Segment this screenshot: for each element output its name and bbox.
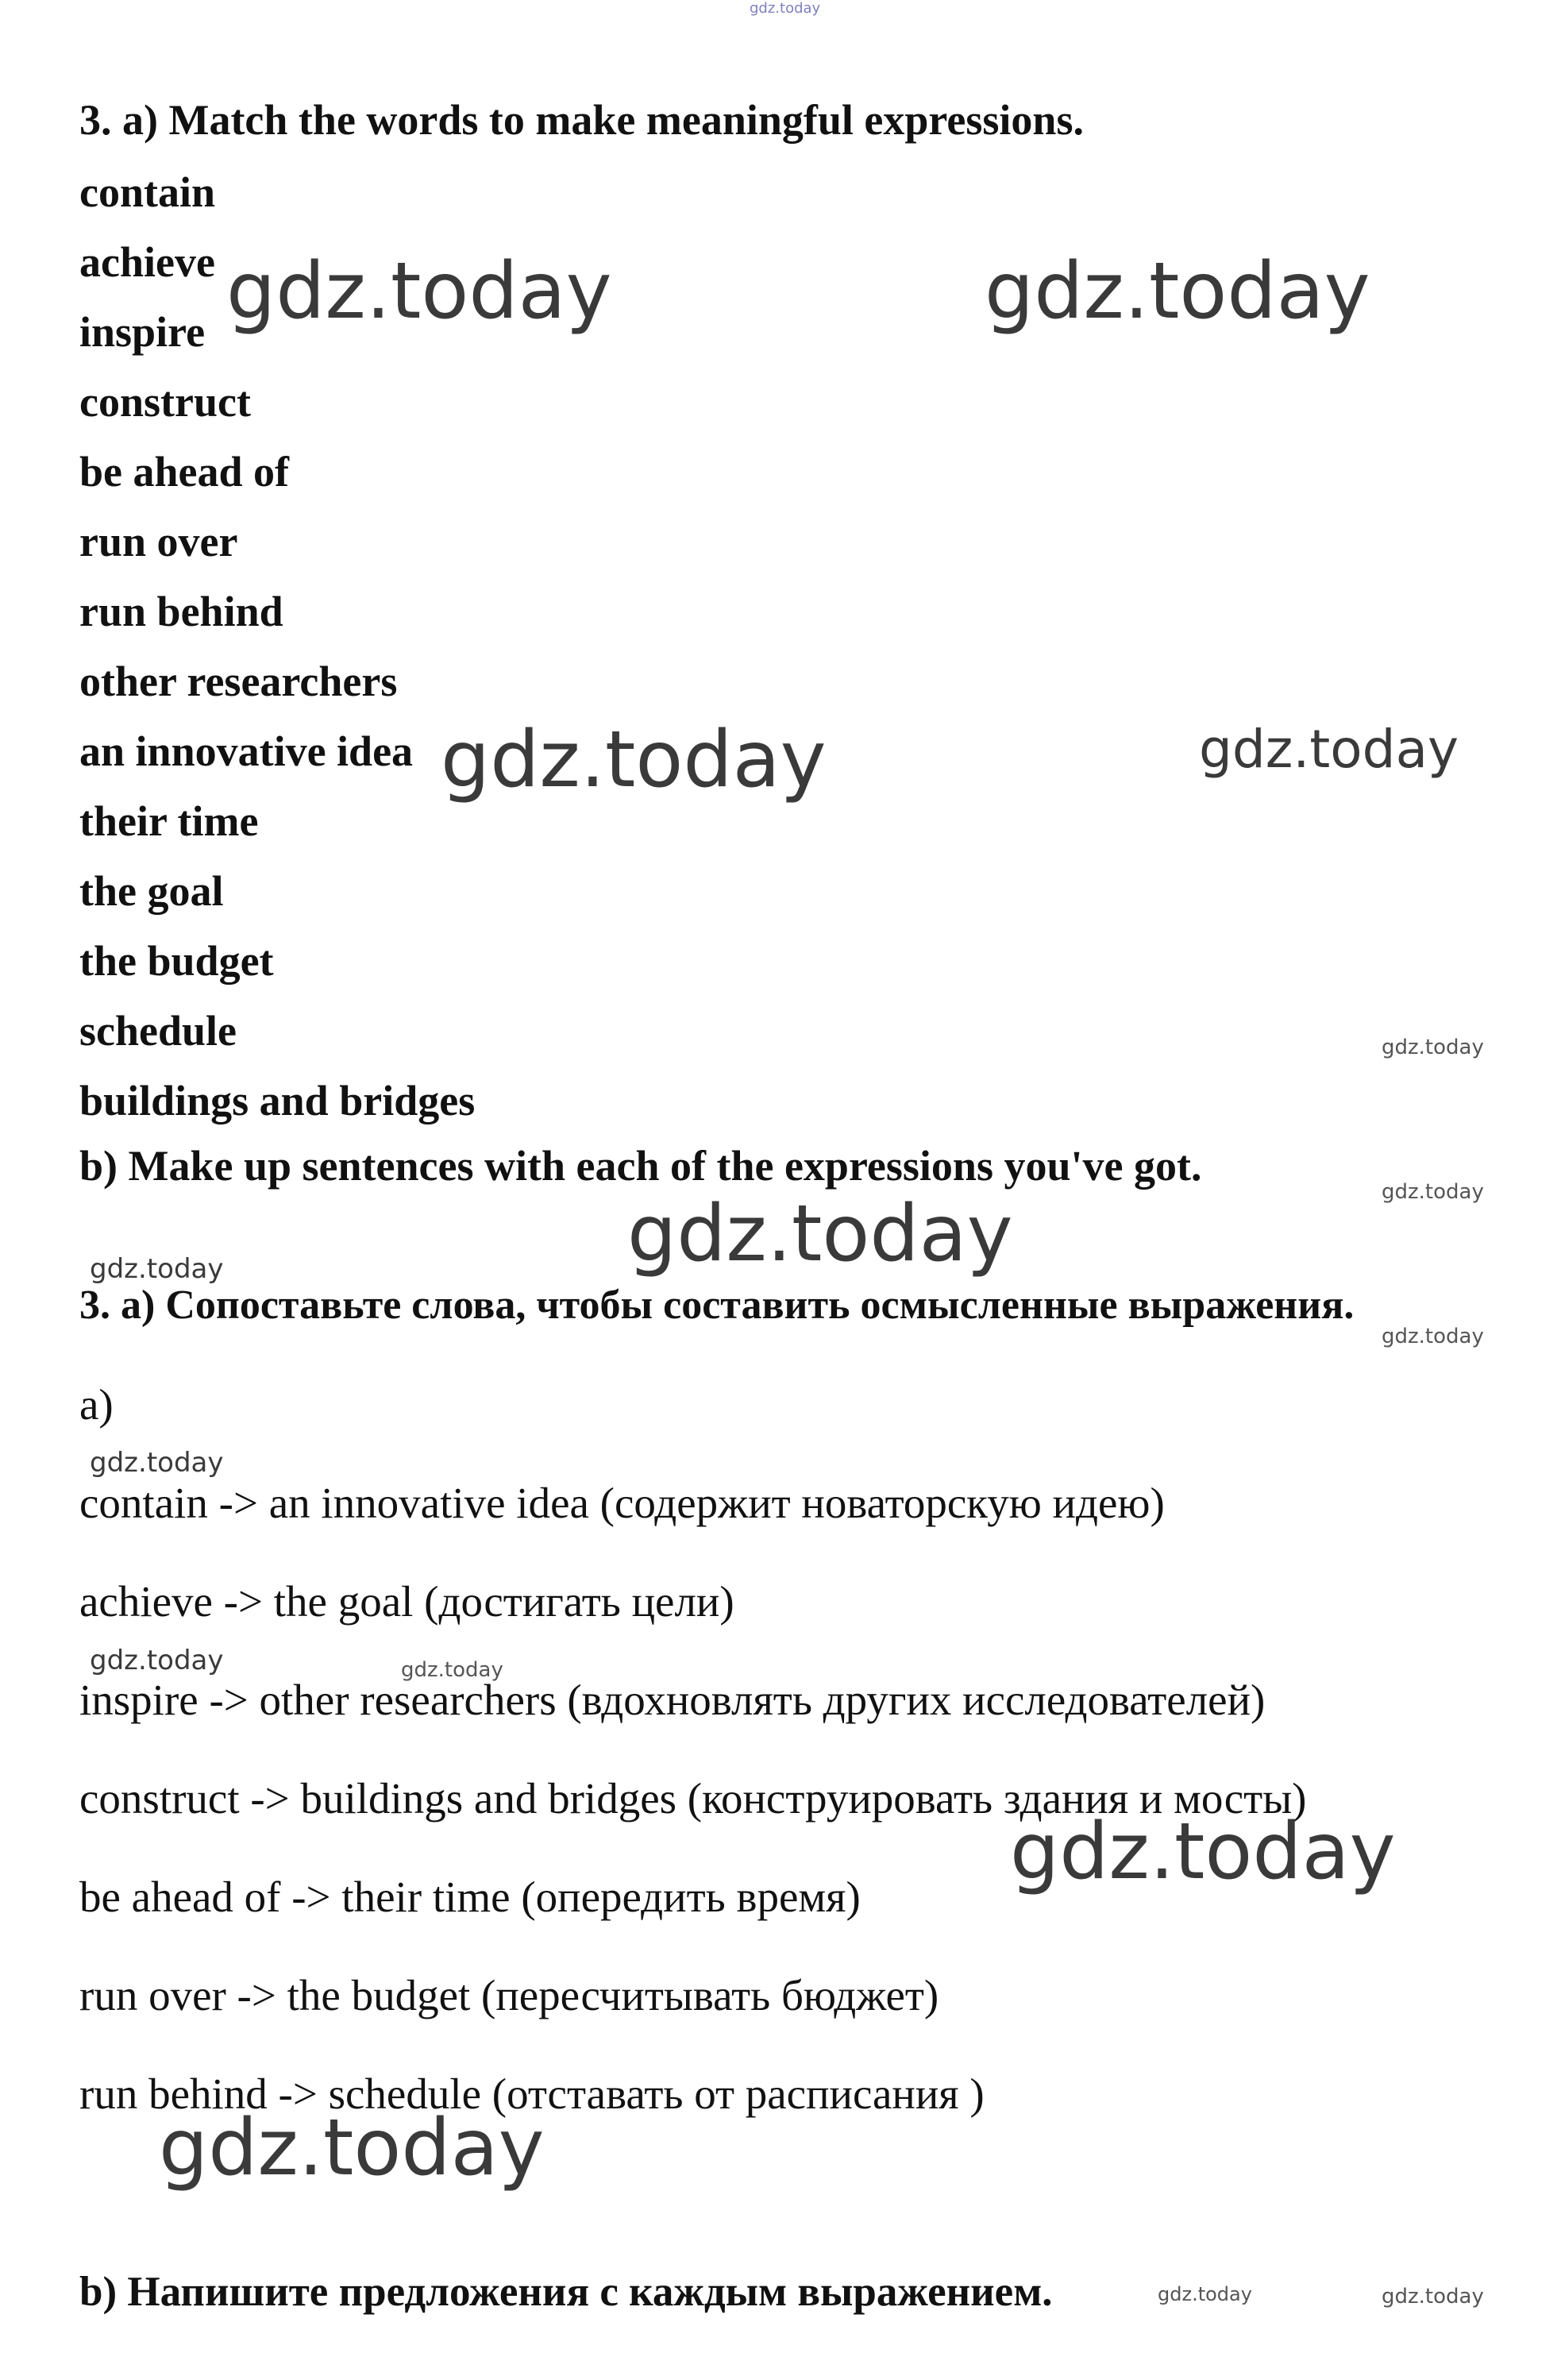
word-item: run behind (79, 588, 283, 635)
watermark: gdz.today (401, 1658, 503, 1682)
word-item: construct (79, 378, 251, 426)
watermark: gdz.today (90, 1447, 224, 1479)
watermark: gdz.today (226, 246, 612, 337)
answer-pair: inspire -> other researchers (вдохновлять других исследователей) (79, 1676, 1266, 1724)
word-item: run over (79, 518, 238, 565)
answer-label-a: a) (79, 1380, 114, 1429)
answer-pair: be ahead of -> their time (опередить время) (79, 1873, 861, 1921)
word-item: inspire (79, 308, 206, 356)
watermark: gdz.today (90, 1253, 224, 1285)
word-item: be ahead of (79, 448, 290, 496)
watermark: gdz.today (1382, 1180, 1484, 1204)
word-item: the goal (79, 867, 224, 915)
watermark: gdz.today (1158, 2283, 1252, 2305)
word-item: the budget (79, 937, 274, 985)
watermark: gdz.today (1382, 1325, 1484, 1348)
watermark: gdz.today (441, 715, 827, 805)
word-item: schedule (79, 1007, 237, 1055)
word-item: achieve (79, 238, 215, 286)
translation-heading-b: b) Напишите предложения с каждым выражением. (79, 2269, 1053, 2315)
translation-heading-a: 3. a) Сопоставьте слова, чтобы составить осмысленные выражения. (79, 1283, 1355, 1328)
word-item: contain (79, 168, 216, 216)
answer-pair: run over -> the budget (пересчитывать бюджет) (79, 1971, 939, 2019)
watermark: gdz.today (985, 246, 1370, 337)
exercise-heading-b: b) Make up sentences with each of the expressions you've got. (79, 1142, 1202, 1190)
answer-pair: run behind -> schedule (отставать от расписания ) (79, 2069, 985, 2118)
top-watermark: gdz.today (750, 0, 821, 17)
answer-pair: achieve -> the goal (достигать цели) (79, 1577, 734, 1626)
answer-pair: contain -> an innovative idea (содержит новаторскую идею) (79, 1479, 1165, 1527)
word-item: buildings and bridges (79, 1077, 476, 1124)
watermark: gdz.today (1199, 719, 1459, 780)
word-item: other researchers (79, 658, 398, 705)
watermark: gdz.today (159, 2103, 545, 2193)
exercise-heading-a: 3. a) Match the words to make meaningful expressions. (79, 96, 1084, 144)
watermark: gdz.today (1010, 1807, 1396, 1897)
watermark: gdz.today (627, 1189, 1013, 1279)
word-item: an innovative idea (79, 727, 414, 775)
watermark: gdz.today (1382, 1036, 1484, 1059)
watermark: gdz.today (90, 1645, 224, 1676)
answer-pair: construct -> buildings and bridges (конструировать здания и мосты) (79, 1774, 1307, 1823)
word-item: their time (79, 797, 259, 845)
watermark: gdz.today (1382, 2285, 1484, 2309)
